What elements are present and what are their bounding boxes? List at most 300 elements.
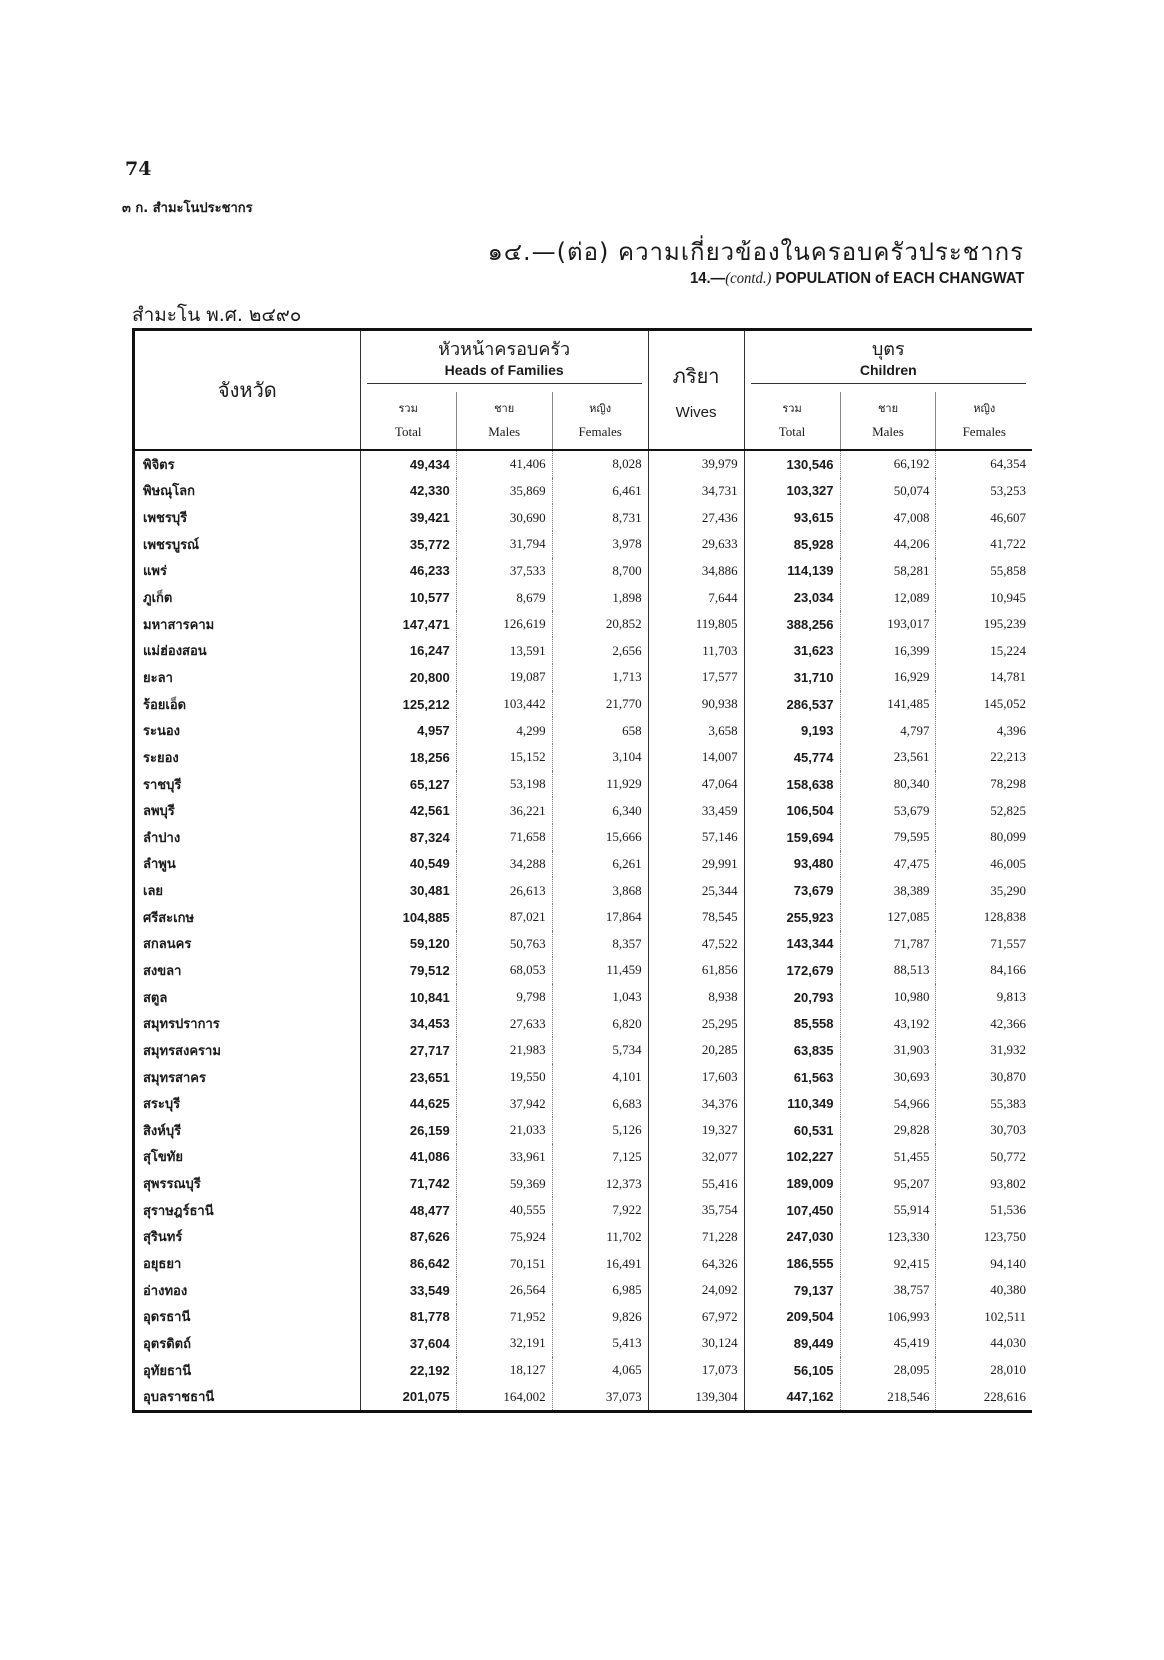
cell-heads-total: 34,453 [360, 1010, 456, 1037]
cell-wives: 139,304 [648, 1383, 744, 1411]
population-table [132, 328, 1032, 1413]
cell-children-females: 145,052 [983, 696, 1026, 712]
cell-children-females: 64,354 [990, 456, 1026, 472]
cell-wives: 11,703 [648, 637, 744, 664]
cell-heads-males: 21,983 [456, 1037, 552, 1064]
cell-heads-females: 5,126 [552, 1117, 648, 1144]
cell-children-males: 127,085 [840, 904, 936, 931]
cell-heads-males: 27,633 [456, 1010, 552, 1037]
cell-children-total: 85,558 [744, 1010, 840, 1037]
cell-wives: 33,459 [648, 797, 744, 824]
cell-heads-total: 37,604 [360, 1330, 456, 1357]
cell-children-males: 55,914 [840, 1197, 936, 1224]
sub-label-english: Total [394, 423, 422, 439]
cell-children-total: 93,615 [744, 504, 840, 531]
cell-heads-males: 71,952 [456, 1304, 552, 1331]
cell-heads-total: 10,577 [360, 584, 456, 611]
cell-heads-females: 16,491 [552, 1250, 648, 1277]
province-name: ลพบุรี [134, 797, 361, 824]
cell-heads-females: 1,898 [552, 584, 648, 611]
table-row [134, 1357, 1033, 1384]
cell-children-total: 60,531 [744, 1117, 840, 1144]
cell-children-females: 40,380 [990, 1282, 1026, 1298]
title-en-main: POPULATION of EACH CHANGWAT [771, 270, 1024, 287]
cell-wives: 119,805 [648, 611, 744, 638]
table-row [134, 478, 1033, 505]
cell-heads-females: 6,683 [552, 1090, 648, 1117]
table-row [134, 824, 1033, 851]
cell-heads-females: 9,826 [552, 1304, 648, 1331]
cell-children-females: 41,722 [990, 536, 1026, 552]
cell-heads-females: 7,125 [552, 1144, 648, 1171]
cell-children-total: 447,162 [744, 1383, 840, 1411]
cell-heads-females: 3,978 [552, 531, 648, 558]
header-heads-of-families [360, 330, 648, 393]
cell-children-females: 35,290 [990, 882, 1026, 898]
table-row [134, 1330, 1033, 1357]
table-row [134, 717, 1033, 744]
cell-heads-total: 104,885 [360, 904, 456, 931]
cell-children-females: 44,030 [990, 1335, 1026, 1351]
header-children-english: Children [859, 362, 917, 379]
cell-heads-females: 658 [552, 717, 648, 744]
province-name: ศรีสะเกษ [134, 904, 361, 931]
cell-heads-total: 81,778 [360, 1304, 456, 1331]
cell-children-total: 110,349 [744, 1090, 840, 1117]
cell-heads-females: 1,043 [552, 984, 648, 1011]
cell-heads-total: 42,561 [360, 797, 456, 824]
cell-children-males: 16,399 [840, 637, 936, 664]
province-name: สมุทรปราการ [134, 1010, 361, 1037]
cell-heads-males: 70,151 [456, 1250, 552, 1277]
cell-heads-males: 37,533 [456, 558, 552, 585]
cell-children-females: 10,945 [990, 589, 1026, 605]
province-name: เพชรบุรี [134, 504, 361, 531]
cell-heads-females: 6,820 [552, 1010, 648, 1037]
cell-heads-total: 147,471 [360, 611, 456, 638]
table-row [134, 1277, 1033, 1304]
cell-children-females: 52,825 [990, 802, 1026, 818]
cell-children-females: 46,607 [990, 509, 1026, 525]
cell-heads-females: 8,028 [552, 450, 648, 478]
cell-wives: 17,577 [648, 664, 744, 691]
sub-label-english: Females [962, 423, 1006, 439]
province-name: แม่ฮ่องสอน [134, 637, 361, 664]
cell-children-total: 73,679 [744, 877, 840, 904]
cell-children-females: 28,010 [990, 1362, 1026, 1378]
province-name: ภูเก็ต [134, 584, 361, 611]
cell-heads-males: 103,442 [456, 691, 552, 718]
cell-wives: 55,416 [648, 1170, 744, 1197]
cell-heads-males: 26,564 [456, 1277, 552, 1304]
cell-children-males: 92,415 [840, 1250, 936, 1277]
cell-wives: 24,092 [648, 1277, 744, 1304]
province-name: ระนอง [134, 717, 361, 744]
cell-heads-total: 42,330 [360, 478, 456, 505]
cell-wives: 30,124 [648, 1330, 744, 1357]
cell-heads-females: 3,104 [552, 744, 648, 771]
header-heads-english: Heads of Families [444, 362, 564, 379]
cell-wives: 47,522 [648, 931, 744, 958]
sub-label-thai: ชาย [877, 401, 899, 415]
cell-children-males: 45,419 [840, 1330, 936, 1357]
province-name: พิจิตร [134, 450, 361, 478]
table-row [134, 744, 1033, 771]
cell-heads-total: 18,256 [360, 744, 456, 771]
cell-heads-total: 79,512 [360, 957, 456, 984]
cell-wives: 47,064 [648, 771, 744, 798]
header-children-males [840, 392, 936, 450]
cell-children-males: 12,089 [840, 584, 936, 611]
cell-wives: 34,731 [648, 478, 744, 505]
cell-children-total: 23,034 [744, 584, 840, 611]
province-name: อยุธยา [134, 1250, 361, 1277]
header-heads-thai: หัวหน้าครอบครัว [438, 339, 571, 361]
cell-children-females: 30,870 [990, 1069, 1026, 1085]
province-name: อุทัยธานี [134, 1357, 361, 1384]
cell-children-total: 114,139 [744, 558, 840, 585]
cell-wives: 25,344 [648, 877, 744, 904]
cell-children-total: 31,623 [744, 637, 840, 664]
sub-label-thai: หญิง [589, 401, 612, 415]
table-row [134, 1144, 1033, 1171]
cell-heads-males: 41,406 [456, 450, 552, 478]
table-row [134, 1117, 1033, 1144]
cell-heads-total: 22,192 [360, 1357, 456, 1384]
cell-heads-females: 8,700 [552, 558, 648, 585]
page-number: 74 [125, 158, 152, 180]
cell-heads-males: 30,690 [456, 504, 552, 531]
cell-children-total: 31,710 [744, 664, 840, 691]
cell-children-males: 88,513 [840, 957, 936, 984]
cell-children-total: 89,449 [744, 1330, 840, 1357]
cell-heads-total: 20,800 [360, 664, 456, 691]
cell-children-females: 9,813 [996, 989, 1026, 1005]
cell-children-males: 31,903 [840, 1037, 936, 1064]
header-heads-females [552, 392, 648, 450]
cell-heads-total: 35,772 [360, 531, 456, 558]
cell-heads-total: 125,212 [360, 691, 456, 718]
table-body [134, 450, 1033, 1412]
province-name: ร้อยเอ็ด [134, 691, 361, 718]
cell-children-females: 71,557 [990, 935, 1026, 951]
province-name: สุรินทร์ [134, 1224, 361, 1251]
cell-heads-females: 8,731 [552, 504, 648, 531]
cell-wives: 35,754 [648, 1197, 744, 1224]
cell-children-total: 61,563 [744, 1064, 840, 1091]
cell-children-females: 128,838 [983, 909, 1026, 925]
cell-heads-males: 164,002 [456, 1383, 552, 1411]
header-heads-males [456, 392, 552, 450]
cell-heads-males: 53,198 [456, 771, 552, 798]
cell-heads-males: 21,033 [456, 1117, 552, 1144]
cell-wives: 19,327 [648, 1117, 744, 1144]
cell-children-total: 388,256 [744, 611, 840, 638]
table-row [134, 931, 1033, 958]
cell-heads-total: 39,421 [360, 504, 456, 531]
cell-children-females: 31,932 [990, 1042, 1026, 1058]
province-name: สตูล [134, 984, 361, 1011]
cell-children-total: 56,105 [744, 1357, 840, 1384]
cell-heads-total: 86,642 [360, 1250, 456, 1277]
cell-children-total: 158,638 [744, 771, 840, 798]
title-en-prefix: 14.— [689, 270, 725, 287]
cell-children-females: 93,802 [990, 1175, 1026, 1191]
cell-wives: 64,326 [648, 1250, 744, 1277]
cell-children-males: 51,455 [840, 1144, 936, 1171]
table-row [134, 1304, 1033, 1331]
cell-children-total: 103,327 [744, 478, 840, 505]
table-row [134, 797, 1033, 824]
province-name: เพชรบูรณ์ [134, 531, 361, 558]
cell-heads-total: 44,625 [360, 1090, 456, 1117]
header-wives-thai: ภริยา [672, 363, 720, 388]
cell-children-females: 42,366 [990, 1015, 1026, 1031]
cell-children-total: 286,537 [744, 691, 840, 718]
title-en-contd: (contd.) [724, 270, 772, 287]
table-title-thai: ๑๔.—(ต่อ) ความเกี่ยวข้องในครอบครัวประชากร [487, 238, 1024, 266]
cell-heads-females: 5,734 [552, 1037, 648, 1064]
table-row [134, 1064, 1033, 1091]
sub-label-thai: รวม [782, 401, 802, 415]
cell-children-females: 55,858 [990, 562, 1026, 578]
cell-heads-females: 7,922 [552, 1197, 648, 1224]
table-row [134, 1037, 1033, 1064]
cell-children-males: 123,330 [840, 1224, 936, 1251]
cell-wives: 17,073 [648, 1357, 744, 1384]
cell-children-females: 94,140 [990, 1255, 1026, 1271]
cell-heads-total: 41,086 [360, 1144, 456, 1171]
cell-children-total: 45,774 [744, 744, 840, 771]
province-name: พิษณุโลก [134, 478, 361, 505]
cell-children-males: 141,485 [840, 691, 936, 718]
cell-children-females: 15,224 [990, 642, 1026, 658]
sub-label-english: Total [778, 423, 806, 439]
table-row [134, 531, 1033, 558]
cell-children-males: 43,192 [840, 1010, 936, 1037]
cell-wives: 32,077 [648, 1144, 744, 1171]
cell-children-males: 4,797 [840, 717, 936, 744]
table-row [134, 851, 1033, 878]
cell-wives: 14,007 [648, 744, 744, 771]
table-row [134, 691, 1033, 718]
province-name: สงขลา [134, 957, 361, 984]
cell-children-total: 130,546 [744, 450, 840, 478]
cell-children-males: 54,966 [840, 1090, 936, 1117]
cell-heads-total: 59,120 [360, 931, 456, 958]
cell-wives: 71,228 [648, 1224, 744, 1251]
table-row [134, 1010, 1033, 1037]
header-children-thai: บุตร [871, 339, 905, 361]
cell-children-total: 93,480 [744, 851, 840, 878]
table-row [134, 1250, 1033, 1277]
province-name: สมุทรสงคราม [134, 1037, 361, 1064]
cell-heads-total: 65,127 [360, 771, 456, 798]
province-name: สระบุรี [134, 1090, 361, 1117]
table-row [134, 957, 1033, 984]
cell-heads-total: 87,324 [360, 824, 456, 851]
cell-heads-females: 15,666 [552, 824, 648, 851]
province-name: สุราษฎร์ธานี [134, 1197, 361, 1224]
cell-children-males: 53,679 [840, 797, 936, 824]
province-name: สิงห์บุรี [134, 1117, 361, 1144]
cell-heads-females: 11,459 [552, 957, 648, 984]
cell-wives: 8,938 [648, 984, 744, 1011]
cell-children-females: 30,703 [990, 1122, 1026, 1138]
cell-wives: 67,972 [648, 1304, 744, 1331]
cell-heads-males: 50,763 [456, 931, 552, 958]
cell-wives: 34,886 [648, 558, 744, 585]
cell-children-males: 66,192 [840, 450, 936, 478]
cell-children-total: 63,835 [744, 1037, 840, 1064]
cell-heads-males: 34,288 [456, 851, 552, 878]
table-row [134, 450, 1033, 478]
cell-children-males: 30,693 [840, 1064, 936, 1091]
cell-heads-females: 2,656 [552, 637, 648, 664]
province-name: อุบลราชธานี [134, 1383, 361, 1411]
province-name: อุตรดิตถ์ [134, 1330, 361, 1357]
cell-children-males: 28,095 [840, 1357, 936, 1384]
cell-heads-total: 48,477 [360, 1197, 456, 1224]
cell-heads-total: 10,841 [360, 984, 456, 1011]
cell-children-total: 143,344 [744, 931, 840, 958]
sub-label-thai: หญิง [973, 401, 996, 415]
cell-children-males: 58,281 [840, 558, 936, 585]
cell-heads-total: 40,549 [360, 851, 456, 878]
province-name: ราชบุรี [134, 771, 361, 798]
cell-heads-males: 9,798 [456, 984, 552, 1011]
table-title-english [690, 270, 1024, 288]
cell-heads-males: 15,152 [456, 744, 552, 771]
header-wives-english: Wives [675, 403, 717, 421]
cell-heads-males: 75,924 [456, 1224, 552, 1251]
census-label: สำมะโน พ.ศ. ๒๔๙๐ [132, 304, 302, 326]
cell-heads-males: 13,591 [456, 637, 552, 664]
cell-wives: 90,938 [648, 691, 744, 718]
cell-wives: 29,991 [648, 851, 744, 878]
cell-heads-males: 19,087 [456, 664, 552, 691]
province-name: เลย [134, 877, 361, 904]
cell-heads-females: 20,852 [552, 611, 648, 638]
cell-wives: 78,545 [648, 904, 744, 931]
cell-heads-males: 71,658 [456, 824, 552, 851]
cell-heads-males: 4,299 [456, 717, 552, 744]
cell-heads-total: 4,957 [360, 717, 456, 744]
header-wives [648, 330, 744, 451]
cell-children-males: 47,475 [840, 851, 936, 878]
cell-heads-total: 33,549 [360, 1277, 456, 1304]
cell-heads-females: 3,868 [552, 877, 648, 904]
table-row [134, 1197, 1033, 1224]
cell-heads-males: 18,127 [456, 1357, 552, 1384]
cell-children-females: 55,383 [990, 1095, 1026, 1111]
cell-heads-total: 16,247 [360, 637, 456, 664]
cell-children-females: 46,005 [990, 855, 1026, 871]
cell-heads-total: 27,717 [360, 1037, 456, 1064]
cell-heads-total: 23,651 [360, 1064, 456, 1091]
cell-children-males: 193,017 [840, 611, 936, 638]
table-row [134, 664, 1033, 691]
cell-heads-males: 87,021 [456, 904, 552, 931]
cell-children-males: 50,074 [840, 478, 936, 505]
sub-label-english: Males [488, 423, 521, 439]
cell-children-males: 29,828 [840, 1117, 936, 1144]
cell-heads-total: 30,481 [360, 877, 456, 904]
cell-children-total: 172,679 [744, 957, 840, 984]
cell-children-total: 186,555 [744, 1250, 840, 1277]
table-row [134, 1224, 1033, 1251]
cell-heads-males: 32,191 [456, 1330, 552, 1357]
table-row [134, 558, 1033, 585]
cell-heads-females: 6,461 [552, 478, 648, 505]
cell-wives: 25,295 [648, 1010, 744, 1037]
cell-children-males: 47,008 [840, 504, 936, 531]
cell-children-females: 22,213 [990, 749, 1026, 765]
cell-heads-males: 37,942 [456, 1090, 552, 1117]
header-children-total [744, 392, 840, 450]
sub-label-thai: รวม [398, 401, 418, 415]
cell-heads-males: 40,555 [456, 1197, 552, 1224]
cell-wives: 20,285 [648, 1037, 744, 1064]
header-province: จังหวัด [134, 330, 361, 451]
cell-heads-males: 26,613 [456, 877, 552, 904]
cell-heads-males: 31,794 [456, 531, 552, 558]
province-name: ลำปาง [134, 824, 361, 851]
cell-children-total: 102,227 [744, 1144, 840, 1171]
cell-children-total: 107,450 [744, 1197, 840, 1224]
header-heads-total [360, 392, 456, 450]
table-row [134, 611, 1033, 638]
cell-heads-males: 68,053 [456, 957, 552, 984]
sub-label-thai: ชาย [494, 401, 515, 415]
section-label: ๓ ก. สำมะโนประชากร [122, 201, 253, 216]
cell-children-total: 9,193 [744, 717, 840, 744]
cell-heads-females: 1,713 [552, 664, 648, 691]
province-name: อุดรธานี [134, 1304, 361, 1331]
table-row [134, 771, 1033, 798]
table-row [134, 984, 1033, 1011]
cell-wives: 3,658 [648, 717, 744, 744]
province-name: สุพรรณบุรี [134, 1170, 361, 1197]
cell-heads-females: 11,702 [552, 1224, 648, 1251]
province-name: สุโขทัย [134, 1144, 361, 1171]
cell-heads-males: 35,869 [456, 478, 552, 505]
cell-children-total: 247,030 [744, 1224, 840, 1251]
cell-wives: 39,979 [648, 450, 744, 478]
cell-children-females: 228,616 [983, 1388, 1026, 1404]
cell-children-females: 51,536 [990, 1202, 1026, 1218]
cell-heads-total: 26,159 [360, 1117, 456, 1144]
cell-heads-total: 46,233 [360, 558, 456, 585]
table-row [134, 904, 1033, 931]
sub-label-english: Females [578, 423, 622, 439]
province-name: ลำพูน [134, 851, 361, 878]
cell-children-females: 14,781 [990, 669, 1026, 685]
cell-heads-total: 87,626 [360, 1224, 456, 1251]
cell-children-males: 16,929 [840, 664, 936, 691]
cell-children-females: 50,772 [990, 1148, 1026, 1164]
cell-heads-males: 59,369 [456, 1170, 552, 1197]
cell-children-males: 71,787 [840, 931, 936, 958]
cell-children-males: 23,561 [840, 744, 936, 771]
cell-children-total: 85,928 [744, 531, 840, 558]
cell-children-total: 79,137 [744, 1277, 840, 1304]
cell-children-females: 195,239 [983, 616, 1026, 632]
cell-heads-males: 126,619 [456, 611, 552, 638]
table-row [134, 1090, 1033, 1117]
cell-children-total: 106,504 [744, 797, 840, 824]
cell-heads-males: 19,550 [456, 1064, 552, 1091]
